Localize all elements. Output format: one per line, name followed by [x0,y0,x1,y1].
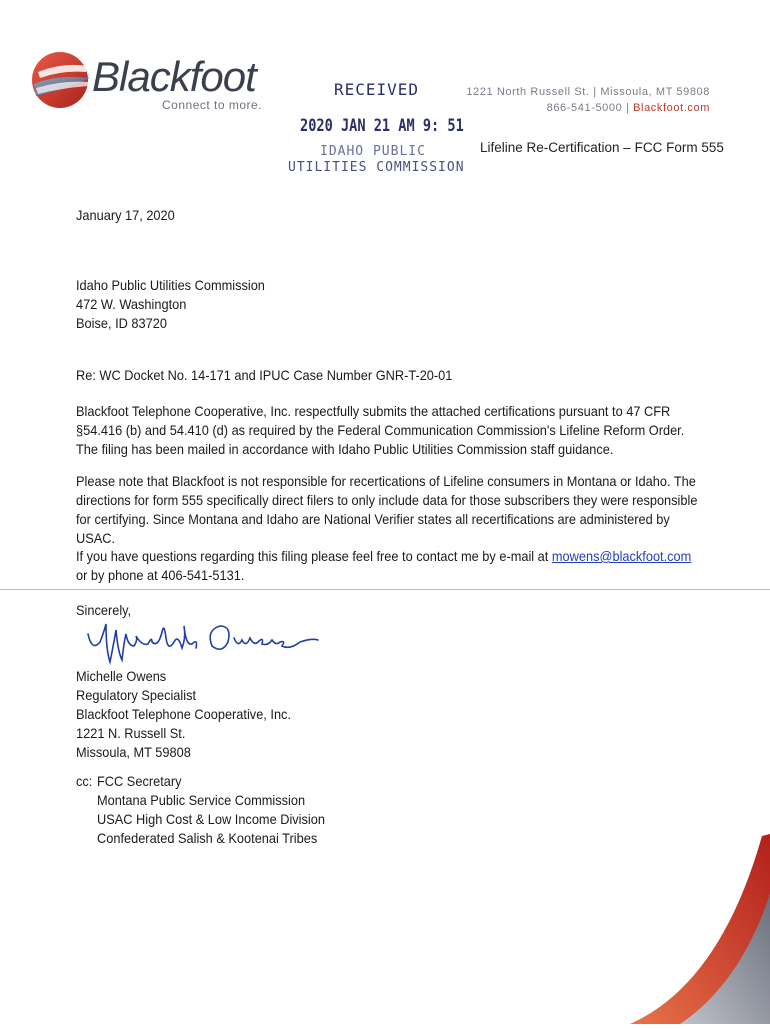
signer-city: Missoula, MT 59808 [76,745,191,760]
decorative-corner-wedge [610,834,770,1024]
form-title: Lifeline Re-Certification – FCC Form 555 [480,140,724,155]
signer-title: Regulatory Specialist [76,688,197,703]
paragraph-3-text: If you have questions regarding this filing please feel free to contact me by e-mail at [76,549,552,564]
brand-tagline: Connect to more. [162,98,263,112]
cc-recipient: Montana Public Service Commission [97,793,306,808]
closing: Sincerely, [76,603,132,618]
company-address: 1221 North Russell St. | Missoula, MT 59808 [466,86,710,98]
cc-recipient: USAC High Cost & Low Income Division [97,812,325,827]
corner-wedge-graphic [610,834,770,1024]
paragraph-1: Blackfoot Telephone Cooperative, Inc. respectfully submits the attached certifications pursuant to 47 CFR §54.416 (b) and 54.410 (d) as required by the Federal Communication Commission's Lifeline Reform Order. The filing has been mailed in accordance with Idaho Public Utilities Commission staff guidance. [76,404,685,457]
recipient-address [76,276,265,333]
company-contact [420,100,710,116]
signer-company: Blackfoot Telephone Cooperative, Inc. [76,707,292,722]
recipient-line: Idaho Public Utilities Commission [76,278,265,293]
signer-street: 1221 N. Russell St. [76,726,186,741]
received-stamp: RECEIVED [334,80,420,99]
paragraph-3 [76,547,701,585]
letter-date: January 17, 2020 [76,208,175,223]
scan-line [0,589,770,590]
signer-name: Michelle Owens [76,669,167,684]
cc-label: cc: [76,774,93,789]
received-stamp-date: 2020 JAN 21 AM 9: 51 [300,116,464,136]
company-website: Blackfoot.com [633,102,710,114]
received-stamp-agency-line2: UTILITIES COMMISSION [288,160,465,175]
brand-name: Blackfoot [92,53,256,100]
contact-email-link[interactable]: mowens@blackfoot.com [551,549,692,564]
cc-recipient: Confederated Salish & Kootenai Tribes [97,831,318,846]
recipient-line: 472 W. Washington [76,297,187,312]
received-stamp-agency-line1: IDAHO PUBLIC [320,144,426,159]
cc-list [97,772,325,848]
paragraph-2: Please note that Blackfoot is not responsible for recertications of Lifeline consumers in Montana or Idaho. The directions for form 555 specifically direct filers to only include data for those subscribers they were responsible for certifying. Since Montana and Idaho are National Verifier states all recertifications are administered by USAC. [76,474,698,546]
recipient-line: Boise, ID 83720 [76,316,167,331]
company-phone: 866-541-5000 [546,102,623,114]
company-address-block [420,84,710,116]
blackfoot-logo-icon [28,44,98,114]
subject-line: Re: WC Docket No. 14-171 and IPUC Case Number GNR-T-20-01 [76,368,453,383]
cc-recipient: FCC Secretary [97,774,182,789]
paragraph-3-phone: or by phone at 406-541-5131. [76,568,245,583]
signer-block [76,667,291,762]
contact-divider: | [625,102,634,114]
